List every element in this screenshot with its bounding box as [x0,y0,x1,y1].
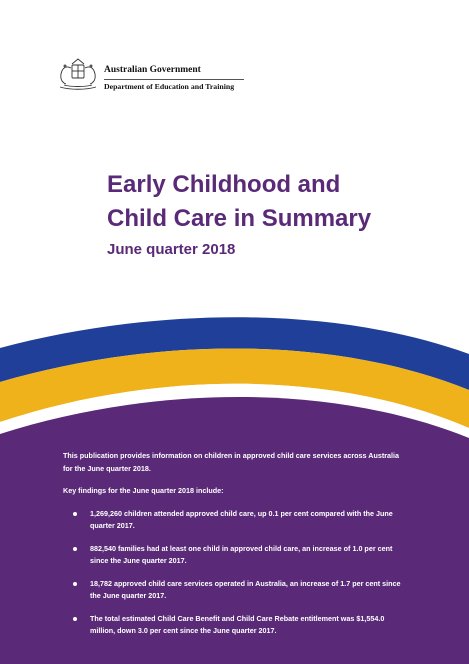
bullet-icon [73,582,77,586]
finding-text: 1,269,260 children attended approved child care, up 0.1 per cent compared with the June quarter 2017. [90,508,393,530]
bullet-icon [73,547,77,551]
government-logo [104,65,244,92]
summary-content [63,450,408,648]
bullet-icon [73,512,77,516]
findings-list [63,508,408,638]
finding-text: 18,782 approved child care services operated in Australia, an increase of 1.7 per cent since the June quarter 2017. [90,578,401,600]
list-item [63,508,408,533]
coat-of-arms-icon [56,56,100,90]
department-name: Department of Education and Training [104,82,235,91]
title-line-1: Early Childhood and [107,171,341,198]
list-item [63,613,408,638]
page-subtitle: June quarter 2018 [107,241,236,258]
finding-text: The total estimated Child Care Benefit and Child Care Rebate entitlement was $1,554.0 million, down 3.0 per cent since the June quarter 2017. [90,613,385,635]
finding-text: 882,540 families had at least one child in approved child care, an increase of 1.0 per cent since the June quarter 2017. [90,543,393,565]
title-line-2: Child Care in Summary [107,205,372,232]
page-title [107,168,427,236]
list-item [63,578,408,603]
intro-paragraph: This publication provides information on children in approved child care services across Australia for the June quarter 2018. [63,451,400,473]
findings-heading: Key findings for the June quarter 2018 include: [63,486,224,495]
list-item [63,543,408,568]
bullet-icon [73,617,77,621]
government-name: Australian Government [104,65,244,80]
